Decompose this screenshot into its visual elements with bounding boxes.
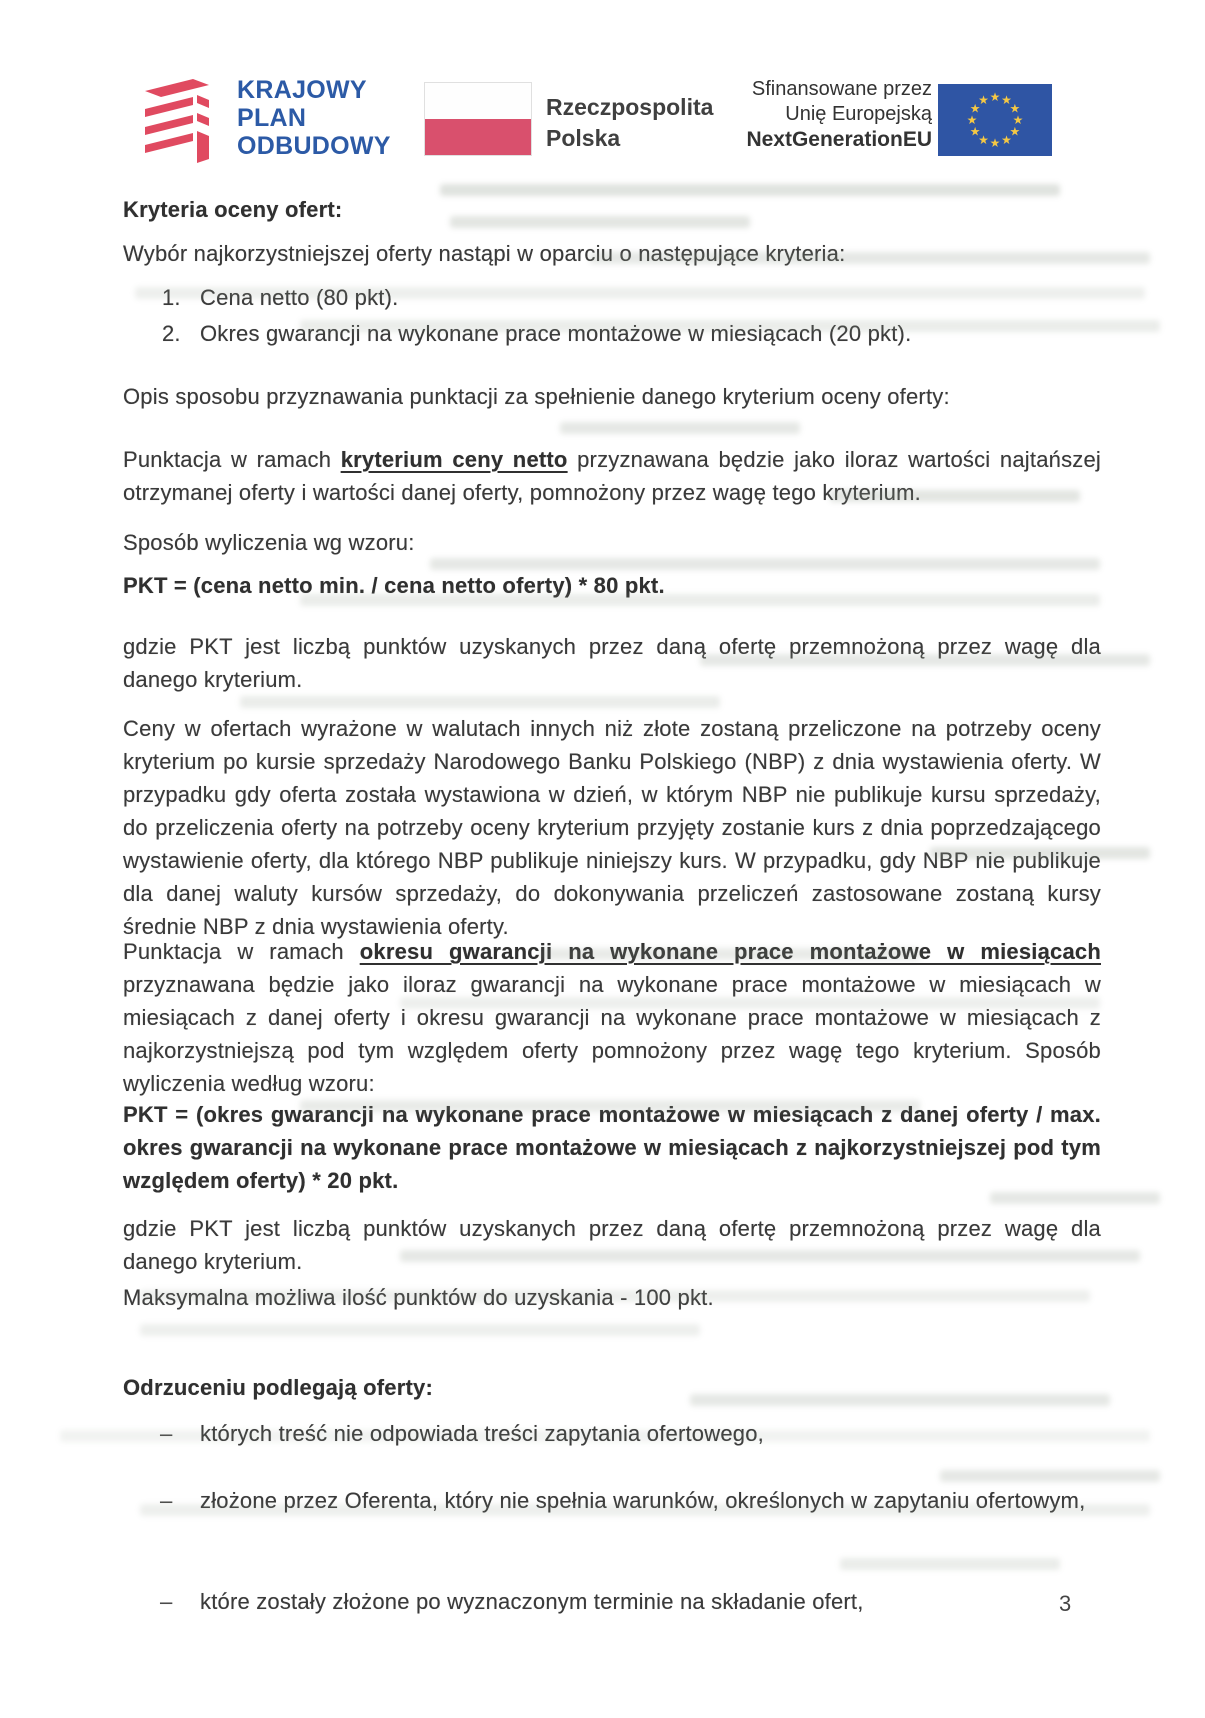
formula-explanation-1: gdzie PKT jest liczbą punktów uzyskanych przez daną ofertę przemnożoną przez wagę dla danego kryterium. <box>123 634 1101 692</box>
bleed-through-artifact <box>400 997 1100 1009</box>
section-title-criteria: Kryteria oceny ofert: <box>123 197 343 222</box>
poland-name-line: Polska <box>546 125 621 151</box>
eu-funding-text <box>690 77 932 152</box>
svg-text:★: ★ <box>966 113 978 127</box>
criteria-item-text: Cena netto (80 pkt). <box>200 285 399 310</box>
bleed-through-artifact <box>830 490 1080 502</box>
max-points-note: Maksymalna możliwa ilość punktów do uzyskania - 100 pkt. <box>123 1285 714 1310</box>
svg-text:★: ★ <box>989 90 1001 104</box>
paragraph-text: Punktacja w ramach <box>123 939 360 964</box>
bleed-through-artifact <box>240 696 720 708</box>
dash-bullet: – <box>160 1488 173 1513</box>
rejection-item-text: których treść nie odpowiada treści zapytania ofertowego, <box>200 1421 764 1446</box>
paragraph-text: przyznawana będzie jako iloraz wartości najtańszej otrzymanej oferty i wartości danej oferty, pomnożony przez wagę tego kryterium. <box>123 447 1101 505</box>
svg-text:★: ★ <box>1012 113 1024 127</box>
svg-text:★: ★ <box>978 132 989 147</box>
kpo-logo-line: KRAJOWY <box>237 76 367 104</box>
svg-text:★: ★ <box>978 93 989 108</box>
bleed-through-artifact <box>400 1250 1140 1262</box>
kpo-logo-line: PLAN <box>237 104 307 132</box>
eu-flag-icon <box>938 84 1052 161</box>
bleed-through-artifact <box>990 1192 1160 1204</box>
bleed-through-artifact <box>560 422 800 434</box>
bleed-through-artifact <box>590 252 1150 264</box>
svg-text:★: ★ <box>1009 124 1021 139</box>
emphasized-phrase: kryterium ceny netto <box>340 447 568 472</box>
poland-flag-icon <box>424 82 532 156</box>
rejection-item-text: złożone przez Oferenta, który nie spełnia warunków, określonych w zapytaniu ofertowym, <box>200 1488 1086 1513</box>
svg-text:★: ★ <box>1009 101 1021 116</box>
criteria-item-text: Okres gwarancji na wykonane prace montażowe w miesiącach (20 pkt). <box>200 321 912 346</box>
bleed-through-artifact <box>840 1558 1060 1570</box>
bleed-through-artifact <box>60 1430 1150 1442</box>
criteria-item-number: 2. <box>162 321 181 346</box>
criteria-item-number: 1. <box>162 285 181 310</box>
poland-name <box>546 92 713 154</box>
criteria-intro: Wybór najkorzystniejszej oferty nastąpi w oparciu o następujące kryteria: <box>123 241 846 266</box>
kpo-logo-text <box>237 76 391 160</box>
svg-text:★: ★ <box>1001 132 1012 147</box>
poland-flag-white-stripe <box>425 83 531 119</box>
bleed-through-artifact <box>940 1470 1160 1482</box>
eu-funding-line: Unię Europejską <box>785 103 932 125</box>
svg-text:★: ★ <box>969 124 981 139</box>
bleed-through-artifact <box>700 654 1150 666</box>
bleed-through-artifact <box>690 1394 1110 1406</box>
formula-intro-1: Sposób wyliczenia wg wzoru: <box>123 530 415 555</box>
bleed-through-artifact <box>300 1100 920 1112</box>
bleed-through-artifact <box>300 320 1160 332</box>
bleed-through-artifact <box>135 287 1145 299</box>
kpo-building-icon <box>143 70 221 169</box>
kpo-logo-line: ODBUDOWY <box>237 132 391 160</box>
scoring-description-intro: Opis sposobu przyznawania punktacji za spełnienie danego kryterium oceny oferty: <box>123 384 950 409</box>
rejection-title: Odrzuceniu podlegają oferty: <box>123 1375 433 1400</box>
svg-text:★: ★ <box>989 136 1001 150</box>
nextgeneration-eu-label: NextGenerationEU <box>746 128 932 151</box>
formula-explanation-2: gdzie PKT jest liczbą punktów uzyskanych przez daną ofertę przemnożoną przez wagę dla danego kryterium. <box>123 1216 1101 1274</box>
bleed-through-artifact <box>430 558 1100 570</box>
emphasized-phrase: okresu gwarancji na wykonane prace montażowe w miesiącach <box>359 939 1101 964</box>
dash-bullet: – <box>160 1589 173 1614</box>
bleed-through-artifact <box>140 1324 700 1336</box>
paragraph-currency-conversion: Ceny w ofertach wyrażone w walutach innych niż złote zostaną przeliczone na potrzeby oceny kryterium po kursie sprzedaży Narodowego Banku Polskiego (NBP) z dnia wystawienia oferty. W przypadku gdy oferta została wystawiona w dzień, w którym NBP nie publikuje kursu sprzedaży, do przeliczenia oferty na potrzeby oceny kryterium przyjęty zostanie kurs z dnia poprzedzającego wystawienie oferty, dla którego NBP publikuje niniejszy kurs. W przypadku, gdy NBP nie publikuje dla danej waluty kursów sprzedaży, do dokonywania przeliczeń zastosowane zostaną kursy średnie NBP z dnia wystawienia oferty. <box>123 716 1101 939</box>
svg-text:★: ★ <box>1001 93 1012 108</box>
page-number: 3 <box>1059 1591 1072 1616</box>
dash-bullet: – <box>160 1421 173 1446</box>
poland-name-line: Rzeczpospolita <box>546 94 714 120</box>
bleed-through-artifact <box>450 216 750 228</box>
bleed-through-artifact <box>540 948 920 960</box>
formula-warranty: PKT = (okres gwarancji na wykonane prace montażowe w miesiącach z danej oferty / max. okres gwarancji na wykonane prace montażowe w miesiącach z najkorzystniejszej pod tym względem oferty) * 20 pkt. <box>123 1102 1101 1193</box>
formula-price: PKT = (cena netto min. / cena netto oferty) * 80 pkt. <box>123 573 665 598</box>
poland-flag-red-stripe <box>425 119 531 155</box>
eu-funding-line: Sfinansowane przez <box>751 78 932 100</box>
bleed-through-artifact <box>300 594 1100 606</box>
bleed-through-artifact <box>140 1504 1150 1516</box>
bleed-through-artifact <box>140 1290 1090 1302</box>
bleed-through-artifact <box>930 847 1150 859</box>
paragraph-text: przyznawana będzie jako iloraz gwarancji na wykonane prace montażowe w miesiącach w miesiącach z danej oferty i okresu gwarancji na wykonane prace montażowe w miesiącach z najkorzystniejszą pod tym względem oferty pomnożony przez wagę tego kryterium. Sposób wyliczenia według wzoru: <box>123 972 1101 1096</box>
bleed-through-artifact <box>440 184 1060 196</box>
paragraph-text: Punktacja w ramach <box>123 447 341 472</box>
rejection-item-3 <box>123 1585 1178 1618</box>
rejection-item-text: które zostały złożone po wyznaczonym terminie na składanie ofert, <box>200 1589 864 1614</box>
svg-text:★: ★ <box>969 101 981 116</box>
